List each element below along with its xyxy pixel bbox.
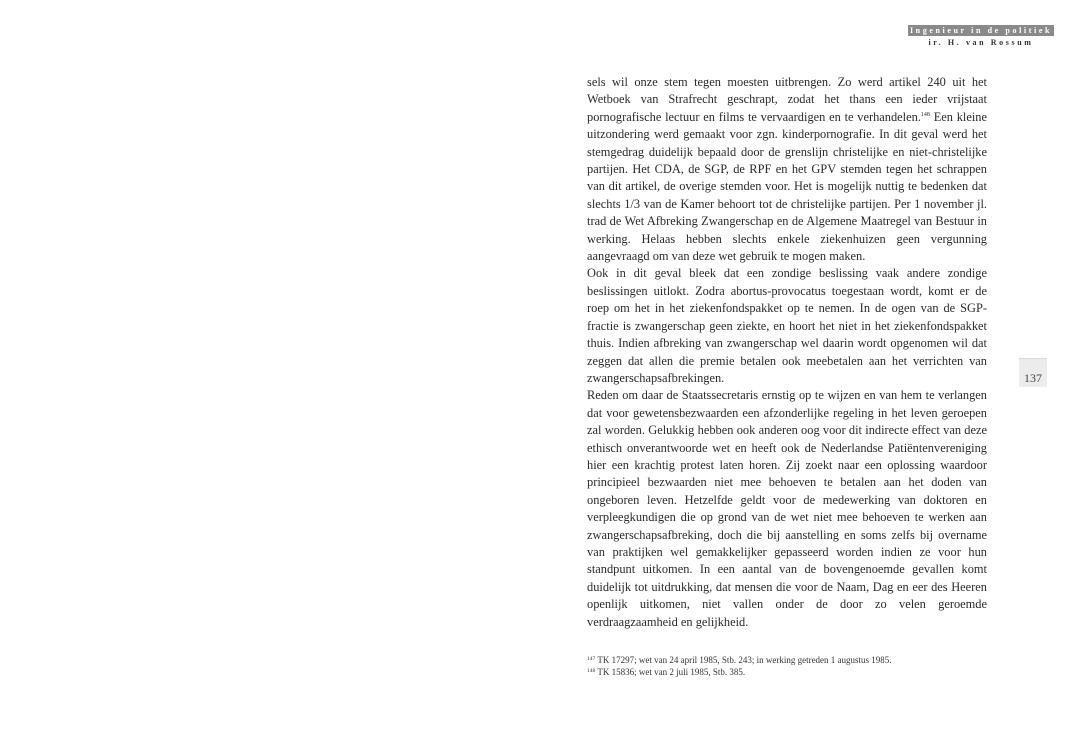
paragraph-2: Ook in dit geval bleek dat een zondige beslissing vaak andere zondige beslissingen uitlokt. Zodra abortus-provocatus toegestaan wordt, komt er de roep om het in het ziekenfondspakket op te nemen. In de ogen van de SGP-fractie is zwangerschap geen ziekte, en hoort het niet in het ziekenfondspakket thuis. Indien afbreking van zwangerschap wel daarin wordt opgenomen wil dat zeggen dat allen die premie betalen ook meebetalen aan het verrichten van zwangerschapsafbrekingen.: [587, 266, 987, 385]
paragraph-1: [587, 74, 987, 265]
running-header-title: Ingenieur in de politiek: [909, 26, 1053, 35]
footnote-number: 148: [587, 668, 596, 674]
paragraph-3: Reden om daar de Staatssecretaris ernstig op te wijzen en van hem te verlangen dat voor gewetensbezwaarden een afzonderlijke regeling in het leven geroepen zal worden. Gelukkig hebben ook anderen oog voor dit indirecte effect van deze ethisch onverantwoorde wet en heeft ook de Nederlandse Patiëntenvereniging hier een krachtig protest laten horen. Zij zoekt naar een oplossing waardoor principieel bezwaarden niet mee behoeven te betalen aan het doden van ongeboren leven. Hetzelfde geldt voor de medewerking van doktoren en verpleegkundigen die op grond van de wet niet mee behoeven te werken aan zwangerschapsafbreking, doch die bij aanstelling en soms zelfs bij overname van praktijken wel gemakkelijker gepasseerd worden indien ze voor hun standpunt uitkomen. In een aantal van de bovengenoemde gevallen komt duidelijk tot uitdrukking, dat mensen die voor de Naam, Dag en eer des Heeren openlijk uitkomen, niet vallen onder de door zo velen geroemde verdraagzaamheid en gelijkheid.: [587, 388, 987, 629]
body-text: [587, 74, 987, 631]
paragraph-1-text: sels wil onze stem tegen moesten uitbrengen. Zo werd artikel 240 uit het Wetboek van Strafrecht geschrapt, zodat het thans een ieder vrijstaat pornografische lectuur en films te vervaardigen en te verhandelen.: [587, 75, 987, 124]
footnotes: [587, 654, 987, 678]
page-number: 137: [1024, 371, 1042, 385]
running-header-author: ir. H. van Rossum: [928, 38, 1034, 47]
footnote-ref-148: 148: [920, 111, 930, 118]
footnote: [587, 666, 987, 678]
footnote-number: 147: [587, 656, 596, 662]
footnote-text: TK 17297; wet van 24 april 1985, Stb. 243; in werking getreden 1 augustus 1985.: [597, 655, 892, 665]
footnote: [587, 654, 987, 666]
footnote-text: TK 15836; wet van 2 juli 1985, Stb. 385.: [597, 667, 746, 677]
paragraph-1-text-cont: Een kleine uitzondering werd gemaakt voor zgn. kinderpornografie. In dit geval werd het stemgedrag duidelijk bepaald door de grenslijn christelijke en niet-christelijke partijen. Het CDA, de SGP, de RPF en het GPV stemden tegen het schrappen van dit artikel, de overige stemden voor. Het is mogelijk nuttig te bedenken dat slechts 1/3 van de Kamer behoort tot de christelijke partijen. Per 1 november jl. trad de Wet Afbreking Zwangerschap en de Algemene Maatregel van Bestuur in werking. Helaas hebben slechts enkele ziekenhuizen geen vergunning aangevraagd om van deze wet gebruik te mogen maken.: [587, 109, 987, 264]
